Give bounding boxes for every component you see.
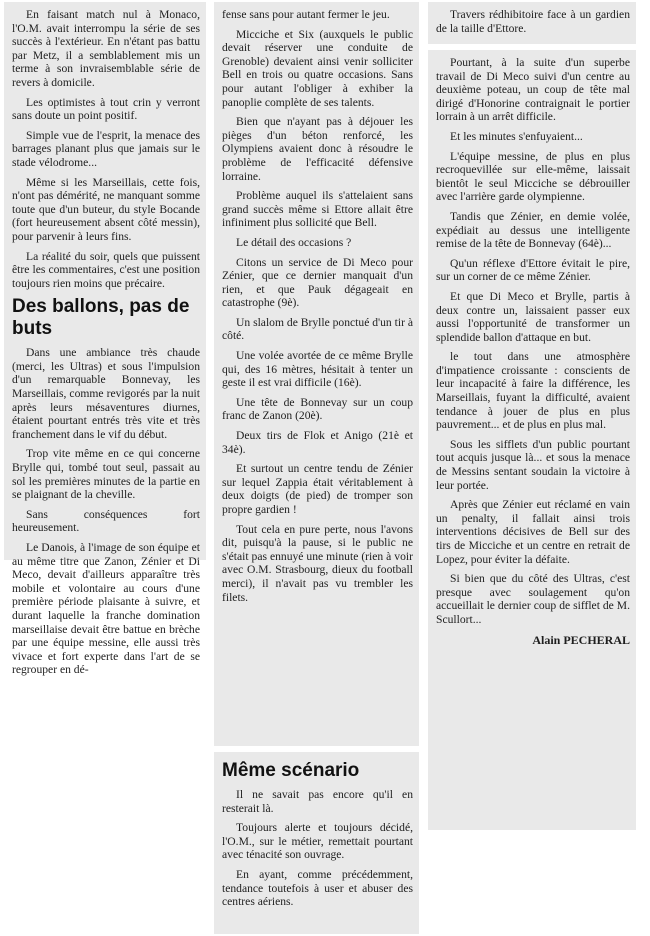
paragraph: Un slalom de Brylle ponctué d'un tir à côté.: [222, 315, 413, 343]
paragraph: Il ne savait pas encore qu'il en resterait là.: [222, 788, 413, 815]
paragraph: Et les minutes s'enfuyaient...: [450, 129, 583, 143]
column-3-top: [428, 2, 636, 44]
paragraph: Qu'un réflexe d'Ettore évitait le pire, sur un corner de ce même Zénier.: [436, 256, 630, 284]
paragraph: Simple vue de l'esprit, la menace des barrages planant plus que jamais sur le stade vélodrome...: [12, 128, 200, 169]
paragraph: La réalité du soir, quels que puissent être les commentaires, c'est une position toujours rien moins que précaire.: [12, 249, 200, 290]
section-heading: Même scénario: [222, 760, 360, 781]
paragraph: le tout dans une atmosphère d'impatience croissante : conscients de leur incapacité à faire la différence, les Marseillais, fuyant la difficulté, avaient tendance à jouer de plus en plus pauvrement... et de plus en plus mal.: [436, 350, 630, 432]
paragraph: Trop vite même en ce qui concerne Brylle qui, tombé tout seul, passait au sol les premières minutes de la partie en se plaignant de la cheville.: [12, 447, 200, 502]
column-1-top: [4, 2, 206, 677]
paragraph: Problème auquel ils s'attelaient sans grand succès même si Ettore allait être infiniment plus sollicité que Bell.: [222, 189, 413, 230]
paragraph: Deux tirs de Flok et Anigo (21è et 34è).: [222, 429, 413, 456]
paragraph: fense sans pour autant fermer le jeu.: [222, 8, 390, 21]
section-heading: Des ballons, pas de buts: [12, 296, 190, 340]
column-2-bottom: [214, 752, 419, 934]
paragraph: Une volée avortée de ce même Brylle qui, des 16 mètres, hésitait à tenter un geste il est vrai difficile (16è).: [222, 349, 413, 390]
paragraph: Même si les Marseillais, cette fois, n'ont pas démérité, ne manquant somme toute que d'un buteur, du style Bocande (fort heureusement absent côté messin), pour parvenir à leurs fins.: [12, 175, 200, 243]
paragraph: Une tête de Bonnevay sur un coup franc de Zanon (20è).: [222, 395, 413, 423]
paragraph: En ayant, comme précédemment, tendance toutefois à user et abuser des centres aériens.: [222, 867, 413, 909]
paragraph: Sans conséquences fort heureusement.: [12, 507, 200, 535]
paragraph: Tout cela en pure perte, nous l'avons dit, puisqu'à la pause, si le public ne s'était pas ennuyé une minute (rien à voir avec O.M. Strasbourg, dieux du football merci), il n'avait pas vu trembler les filets.: [222, 522, 413, 604]
paragraph: Si bien que du côté des Ultras, c'est presque avec soulagement qu'on accueillait le dernier coup de sifflet de M. Scullort...: [436, 572, 630, 626]
paragraph: Le détail des occasions ?: [236, 235, 352, 249]
paragraph: Dans une ambiance très chaude (merci, les Ultras) et sous l'impulsion d'un remarquable Bonnevay, les Marseillais, comme revigorés par la nuit après leurs mésaventures diurnes, étaient pourtant entrés très vite et très franchement dans le vif du début.: [12, 346, 200, 441]
column-2-top: [214, 2, 419, 746]
column-3-main: [428, 50, 636, 830]
paragraph: Travers rédhibitoire face à un gardien de la taille d'Ettore.: [436, 8, 630, 35]
author-signature: Alain PECHERAL: [532, 632, 630, 647]
paragraph: L'équipe messine, de plus en plus recroquevillée sur elle-même, laissait bientôt le seul Micciche se débrouiller avec l'arrière garde olympienne.: [436, 149, 630, 204]
paragraph: Toujours alerte et toujours décidé, l'O.M., sur le métier, remettait pourtant avec ténacité son ouvrage.: [222, 821, 413, 862]
paragraph: Citons un service de Di Meco pour Zénier, que ce dernier manquait d'un rien, et que Pauk dégageait en catastrophe (9è).: [222, 255, 413, 310]
paragraph: Tandis que Zénier, en demie volée, expédiait au dessus une intelligente remise de la tête de Bonnevay (64è)...: [436, 209, 630, 251]
paragraph: Sous les sifflets d'un public pourtant tout acquis jusque là... et sous la menace de Messins sentant soudain la victoire à leur portée.: [436, 437, 630, 492]
paragraph: Après que Zénier eut réclamé en vain un penalty, il fallait ainsi trois interventions décisives de Bell sur des tirs de Micciche et un centre en retrait de Lopez, pour éviter la défaite.: [436, 498, 630, 566]
paragraph: Et surtout un centre tendu de Zénier sur lequel Zappia était véritablement à deux doigts (de pied) de tromper son propre gardien !: [222, 462, 413, 516]
paragraph: Bien que n'ayant pas à déjouer les pièges d'un béton renforcé, les Olympiens avaient donc à résoudre le problème de l'efficacité défensive lorraine.: [222, 115, 413, 183]
paragraph: Le Danois, à l'image de son équipe et au même titre que Zanon, Zénier et Di Meco, devait d'ailleurs apparaître très mobile et volontaire au cours d'une première période plaisante à suivre, et durant laquelle la franche domination marseillaise devait être battue en brèche par une équipe messine, elle aussi très vivace et fort experte dans l'art de se regrouper en dé-: [12, 541, 200, 677]
paragraph: En faisant match nul à Monaco, l'O.M. avait interrompu la série de ses succès à l'extérieur. En n'étant pas battu par Metz, il a semblablement mis un terme à son invraisemblable série de revers à domicile.: [12, 8, 200, 89]
paragraph: Micciche et Six (auxquels le public devait réserver une conduite de Grenoble) devaient ainsi venir solliciter Bell en trois ou quatre occasions. Sans pour autant l'obliger à exhiber la panoplie complète de ses talents.: [222, 27, 413, 109]
paragraph: Pourtant, à la suite d'un superbe travail de Di Meco suivi d'un centre au deuxième poteau, un coup de tête mal dirigé d'Honorine contraignait le portier lorrain à un arrêt difficile.: [436, 56, 630, 124]
paragraph: Et que Di Meco et Brylle, partis à deux contre un, laissaient passer eux aussi l'opportunité de transformer un splendide ballon d'attaque en but.: [436, 289, 630, 344]
paragraph: Les optimistes à tout crin y verront sans doute un point positif.: [12, 95, 200, 123]
